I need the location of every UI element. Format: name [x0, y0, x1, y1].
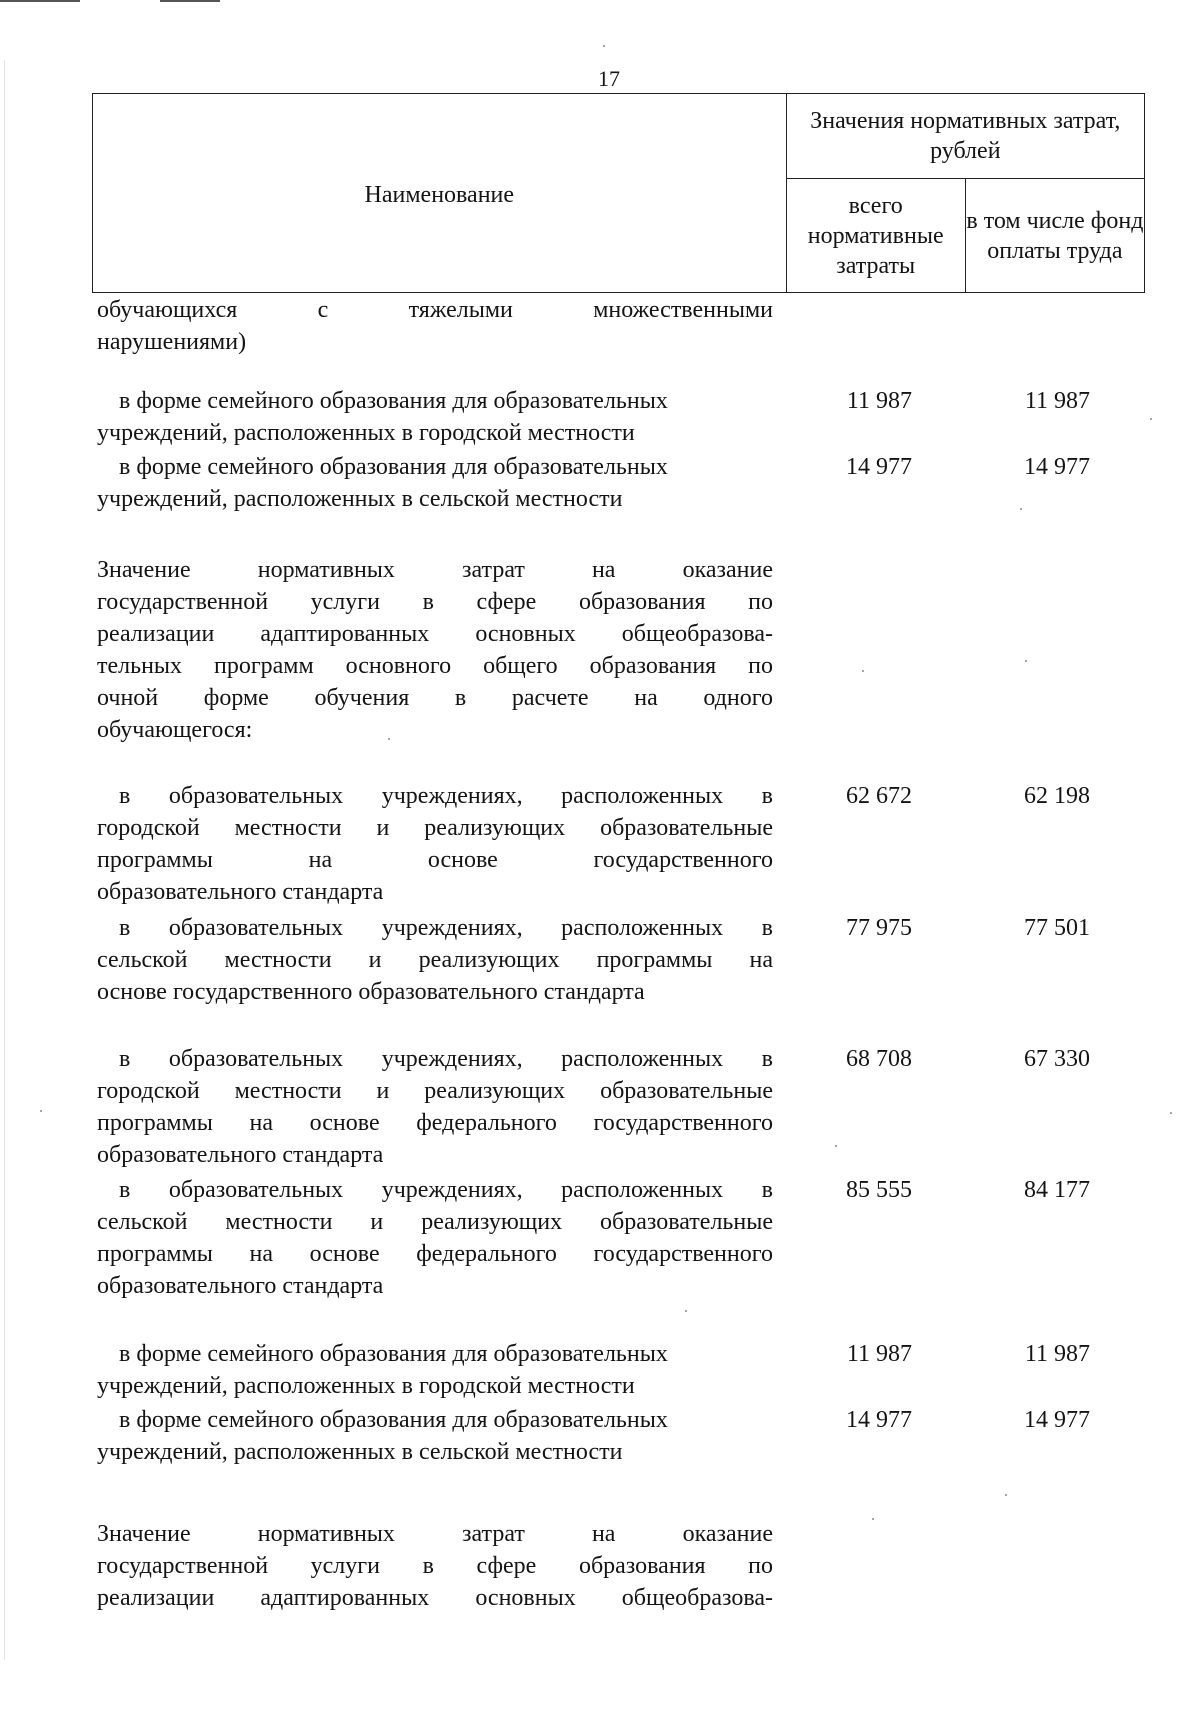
row-text: образовательного стандарта [97, 879, 384, 905]
row-text: Значение нормативных затрат на оказание [97, 557, 773, 583]
value-total: 14 977 [846, 1407, 912, 1433]
row-text: нарушениями) [97, 329, 247, 355]
row-text: городской местности и реализующих образовательные [97, 815, 773, 841]
row-text: основе государственного образовательного стандарта [97, 979, 645, 1005]
row-text: городской местности и реализующих образовательные [97, 1078, 773, 1104]
value-payroll: 14 977 [1024, 454, 1090, 480]
row-text: в форме семейного образования для образовательных [119, 388, 668, 414]
row-text: очной форме обучения в расчете на одного [97, 685, 773, 711]
value-payroll: 84 177 [1024, 1177, 1090, 1203]
row-text: учреждений, расположенных в городской местности [97, 1373, 635, 1399]
value-total: 77 975 [846, 915, 912, 941]
table-header [92, 93, 1145, 293]
value-payroll: 11 987 [1024, 388, 1090, 414]
row-text: в форме семейного образования для образовательных [119, 1407, 668, 1433]
value-total: 85 555 [846, 1177, 912, 1203]
section-heading [97, 1518, 773, 1614]
table-row [97, 1404, 773, 1468]
value-payroll: 11 987 [1024, 1341, 1090, 1367]
scan-speck [862, 670, 864, 672]
table-row [97, 1174, 773, 1302]
header-total-label: всего нормативные затраты [786, 179, 965, 293]
table-row [97, 912, 773, 1008]
scan-speck [685, 1310, 687, 1312]
header-values-label: Значения нормативных затрат, рублей [786, 94, 1144, 179]
row-text: программы на основе федерального государственного [97, 1110, 773, 1136]
scan-speck [835, 1145, 837, 1147]
header-name-label: Наименование [364, 182, 515, 208]
row-text: в форме семейного образования для образовательных [119, 454, 668, 480]
scan-edge [4, 60, 5, 1660]
row-text: в форме семейного образования для образовательных [119, 1341, 668, 1367]
row-text: обучающегося: [97, 717, 253, 743]
value-payroll: 14 977 [1024, 1407, 1090, 1433]
table-row [97, 1338, 773, 1402]
row-text: программы на основе федерального государственного [97, 1241, 773, 1267]
row-text: учреждений, расположенных в сельской местности [97, 1439, 623, 1465]
table-row [97, 1043, 773, 1171]
scan-speck [872, 1518, 874, 1520]
row-text: обучающихся с тяжелыми множественными [97, 297, 773, 323]
scan-speck [1025, 660, 1027, 662]
row-text: тельных программ основного общего образования по [97, 653, 773, 679]
value-payroll: 77 501 [1024, 915, 1090, 941]
row-text: реализации адаптированных основных общеобразова- [97, 1585, 773, 1611]
row-text: программы на основе государственного [97, 847, 773, 873]
row-text: учреждений, расположенных в городской местности [97, 420, 635, 446]
scan-speck [388, 738, 390, 740]
row-text: в образовательных учреждениях, расположенных в [119, 783, 773, 809]
header-payroll-label: в том числе фонд оплаты труда [965, 179, 1144, 293]
value-total: 68 708 [846, 1046, 912, 1072]
scan-speck [1170, 1112, 1172, 1114]
header-name-cell [93, 94, 787, 293]
scan-artifact [160, 0, 220, 2]
row-text: государственной услуги в сфере образования по [97, 1553, 773, 1579]
value-payroll: 62 198 [1024, 783, 1090, 809]
row-text: учреждений, расположенных в сельской местности [97, 486, 623, 512]
value-payroll: 67 330 [1024, 1046, 1090, 1072]
row-text: реализации адаптированных основных общеобразова- [97, 621, 773, 647]
scan-speck [1005, 1494, 1007, 1496]
value-total: 14 977 [846, 454, 912, 480]
row-text: в образовательных учреждениях, расположенных в [119, 1177, 773, 1203]
section-heading [97, 554, 773, 746]
value-total: 62 672 [846, 783, 912, 809]
value-total: 11 987 [846, 1341, 912, 1367]
row-text: образовательного стандарта [97, 1273, 384, 1299]
row-text: Значение нормативных затрат на оказание [97, 1521, 773, 1547]
scan-artifact [0, 0, 80, 2]
scan-speck [40, 1110, 42, 1112]
row-text: сельской местности и реализующих образовательные [97, 1209, 773, 1235]
scan-speck [1020, 508, 1022, 510]
row-text: государственной услуги в сфере образования по [97, 589, 773, 615]
table-row [97, 294, 773, 358]
scan-speck [603, 45, 605, 47]
table-row [97, 451, 773, 515]
page-number: 17 [598, 66, 620, 91]
table-row [97, 385, 773, 449]
table-row [97, 780, 773, 908]
row-text: в образовательных учреждениях, расположенных в [119, 915, 773, 941]
scan-speck [1150, 418, 1152, 420]
row-text: в образовательных учреждениях, расположенных в [119, 1046, 773, 1072]
value-total: 11 987 [846, 388, 912, 414]
row-text: образовательного стандарта [97, 1142, 384, 1168]
row-text: сельской местности и реализующих программы на [97, 947, 773, 973]
